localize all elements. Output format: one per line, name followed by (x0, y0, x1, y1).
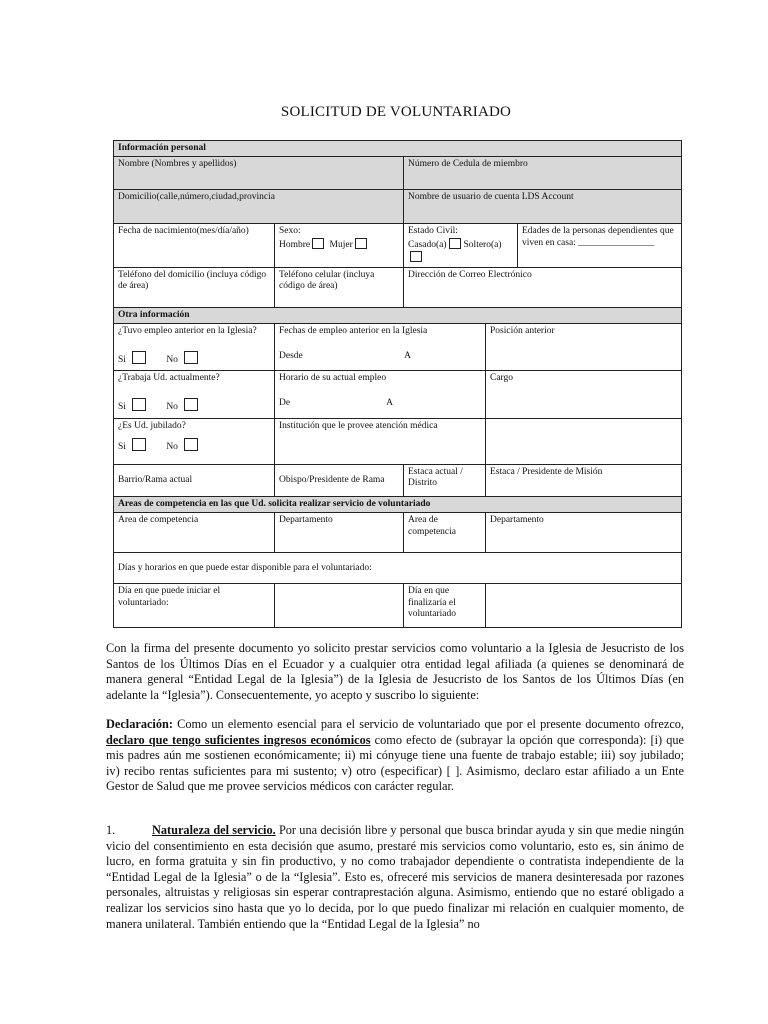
intro-paragraph: Con la firma del presente documento yo solicito prestar servicios como voluntario a la Iglesia de Jesucristo de los Santos de los Últimos Días en el Ecuador y a cualquier otra entidad legal afiliada (a quienes se denominará de manera general “Entidad Legal de la Iglesia”) de la Iglesia de Jesucristo de los Santos de los Últimos Días (en adelante la “Iglesia”). Consecuentemente, yo acepto y suscribo lo siguiente: (106, 641, 684, 702)
employment-dates-label: Fechas de empleo anterior en la Iglesia (279, 325, 428, 336)
declaration-label: Declaración: (106, 717, 173, 731)
start-day-field[interactable] (114, 584, 275, 628)
area-field-2[interactable] (404, 513, 486, 553)
marital-status-field (404, 224, 518, 267)
end-day-label: Día en que finalizaría el voluntariado (408, 586, 457, 620)
female-label: Mujer (329, 239, 353, 250)
from-label: De (279, 398, 291, 409)
ward-label: Barrio/Rama actual (118, 474, 193, 485)
currently-working-label: ¿Trabaja Ud. actualmente? (118, 372, 220, 383)
page-title: SOLICITUD DE VOLUNTARIADO (280, 104, 512, 120)
ward-field[interactable] (114, 464, 275, 496)
male-checkbox[interactable] (312, 238, 324, 249)
name-field[interactable] (114, 157, 404, 190)
address-field[interactable] (114, 190, 404, 224)
work-schedule-field[interactable] (275, 370, 486, 418)
previous-employment-label: ¿Tuvo empleo anterior en la Iglesia? (118, 325, 257, 336)
yes-label: Si (118, 355, 126, 366)
end-day-value[interactable] (486, 584, 682, 628)
lds-account-label: Nombre de usuario de cuenta LDS Account (408, 192, 574, 203)
section-other-header: Otra información (114, 307, 682, 323)
item-1-number: 1. (106, 823, 116, 837)
female-checkbox[interactable] (355, 238, 367, 249)
home-phone-label: Teléfono del domicilio (incluya código de área) (118, 269, 267, 291)
stake-president-field[interactable] (486, 464, 682, 496)
medical-institution-field[interactable] (275, 418, 486, 464)
id-number-field[interactable] (404, 157, 682, 190)
area-label: Area de competencia (118, 515, 199, 526)
male-label: Hombre (279, 239, 311, 250)
section-personal-header: Información personal (114, 141, 682, 157)
stake-president-label: Estaca / Presidente de Misión (490, 466, 603, 477)
from-label: Desde (279, 351, 303, 362)
stake-field[interactable] (404, 464, 486, 496)
area-label-2: Area de competencia (408, 515, 457, 537)
married-label: Casado(a) (408, 239, 447, 250)
department-label: Departamento (279, 515, 333, 526)
stake-label: Estaca actual / Distrito (408, 466, 463, 489)
currently-working-field (114, 370, 275, 418)
previous-employment-field (114, 323, 275, 370)
birthdate-field[interactable] (114, 224, 275, 267)
position-label: Cargo (490, 372, 514, 383)
declaration-paragraph (106, 717, 684, 795)
working-yes-checkbox[interactable] (132, 398, 146, 411)
prev-employment-no-checkbox[interactable] (184, 351, 198, 364)
yes-label: Si (118, 402, 126, 413)
single-checkbox[interactable] (410, 251, 422, 262)
to-label: A (386, 398, 393, 409)
start-day-label: Día en que puede iniciar el voluntariado: (118, 586, 221, 608)
end-day-field[interactable] (404, 584, 486, 628)
home-phone-field[interactable] (114, 267, 275, 307)
item-1-paragraph (106, 823, 684, 932)
declaration-text-2: como efecto de (subrayar la opción que corresponda): [i) que mis padres aún me sostienen económicamente; ii) mi cónyuge tiene una fuente de trabajo estable; iii) soy jubilado; iv) recibo rentas suficientes para mi sustento; v) otro (especificar) [ ]. Asimismo, declaro estar afiliado a un Ente Gestor de Salud que me provee servicios médicos con carácter regular. (106, 732, 684, 794)
id-number-label: Número de Cedula de miembro (408, 159, 528, 170)
work-schedule-label: Horario de su actual empleo (279, 372, 387, 383)
email-field[interactable] (404, 267, 682, 307)
no-label: No (166, 402, 178, 413)
cell-phone-label: Teléfono celular (incluya código de área) (279, 269, 375, 291)
availability-field[interactable] (114, 553, 682, 584)
single-label: Soltero(a) (463, 239, 502, 250)
department-field[interactable] (275, 513, 404, 553)
employment-dates-field[interactable] (275, 323, 486, 370)
retired-field (114, 418, 275, 464)
department-field-2[interactable] (486, 513, 682, 553)
retired-yes-checkbox[interactable] (132, 438, 146, 451)
position-field[interactable] (486, 370, 682, 418)
sex-label: Sexo: (279, 226, 301, 237)
department-label-2: Departamento (490, 515, 544, 526)
volunteer-form-table (113, 140, 682, 628)
retired-label: ¿Es Ud. jubilado? (118, 420, 186, 431)
name-label: Nombre (Nombres y apellidos) (118, 159, 237, 170)
declaration-underlined: declaro que tengo suficientes ingresos económicos (106, 732, 371, 747)
previous-position-label: Posición anterior (490, 325, 555, 336)
dependents-ages-label: Edades de la personas dependientes que viven en casa: ________________ (522, 226, 674, 248)
marital-status-label: Estado Civil: (408, 226, 458, 237)
prev-employment-yes-checkbox[interactable] (132, 351, 146, 364)
declaration-text-1: Como un elemento esencial para el servicio de voluntariado que por el presente documento ofrezco, (172, 717, 684, 731)
previous-position-field[interactable] (486, 323, 682, 370)
bishop-label: Obispo/Presidente de Rama (279, 474, 385, 485)
medical-institution-label: Institución que le provee atención médica (279, 420, 438, 431)
lds-account-field[interactable] (404, 190, 682, 224)
sex-field (275, 224, 404, 267)
bishop-field[interactable] (275, 464, 404, 496)
working-no-checkbox[interactable] (184, 398, 198, 411)
birthdate-label: Fecha de nacimiento(mes/día/año) (118, 226, 249, 237)
no-label: No (166, 442, 178, 453)
availability-label: Días y horarios en que puede estar disponible para el voluntariado: (118, 562, 372, 573)
married-checkbox[interactable] (449, 238, 461, 249)
address-label: Domicilio(calle,número,ciudad,provincia (118, 192, 275, 203)
to-label: A (404, 351, 411, 362)
start-day-value[interactable] (275, 584, 404, 628)
item-1-text: Por una decisión libre y personal que busca brindar ayuda y sin que medie ningún vicio del consentimiento en esta decisión que asumo, prestaré mis servicios como voluntario, esto es, sin ánimo de lucro, en forma gratuita y sin fin productivo, y no como trabajador dependiente o contratista independiente de la “Entidad Legal de la Iglesia” o de la “Iglesia”. Esto es, ofreceré mis servicios de manera desinteresada por razones personales, altruistas y religiosas sin esperar contraprestación alguna. Asimismo, entiendo que no estaré obligado a realizar los servicios sino hasta que yo lo decida, por lo que puedo finalizar mi relación en cualquier momento, de manera unilateral. También entiendo que la “Entidad Legal de la Iglesia” no (106, 823, 684, 931)
yes-label: Si (118, 442, 126, 453)
section-areas-header: Areas de competencia en las que Ud. solicita realizar servicio de voluntariado (114, 496, 682, 512)
area-field[interactable] (114, 513, 275, 553)
item-1-label: Naturaleza del servicio. (152, 823, 276, 837)
cell-phone-field[interactable] (275, 267, 404, 307)
dependents-ages-field[interactable] (518, 224, 682, 267)
medical-institution-value[interactable] (486, 418, 682, 464)
no-label: No (166, 355, 178, 366)
email-label: Dirección de Correo Electrónico (408, 269, 532, 280)
retired-no-checkbox[interactable] (184, 438, 198, 451)
